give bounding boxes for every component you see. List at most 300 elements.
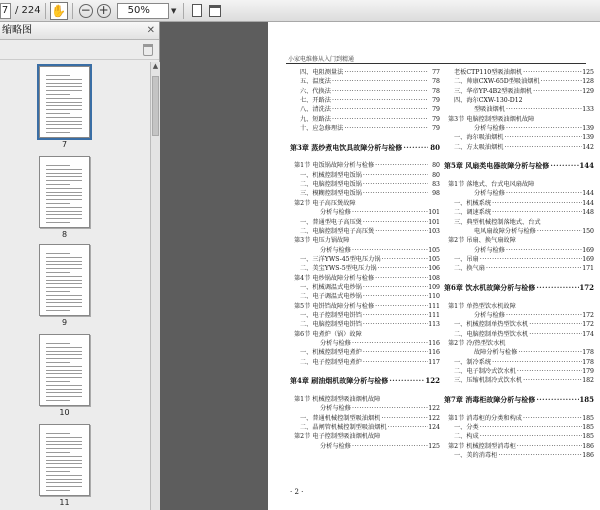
toc-entry-title: 分析与检修 bbox=[474, 125, 505, 133]
toc-leader bbox=[362, 189, 428, 198]
toc-page-number: 185 bbox=[579, 395, 594, 405]
zoom-in-icon[interactable]: + bbox=[98, 2, 109, 17]
toc-entry bbox=[290, 292, 440, 301]
trash-icon[interactable] bbox=[143, 44, 153, 56]
toc-entry-title: 一、分类 bbox=[454, 424, 479, 432]
toc-page-number: 80 bbox=[430, 142, 440, 152]
toc-entry-title: 二、电脑控制单热型饮水机 bbox=[454, 330, 529, 338]
close-icon[interactable]: ✕ bbox=[146, 25, 155, 36]
toc-entry-title: 第1节 电饭锅故障分析与检修 bbox=[294, 162, 375, 170]
toc-page-number: 125 bbox=[428, 442, 440, 450]
toc-leader bbox=[351, 442, 428, 451]
toolbar-separator bbox=[45, 3, 46, 19]
toc-entry bbox=[290, 208, 440, 217]
toc-entry bbox=[444, 386, 594, 395]
thumbnail-page[interactable] bbox=[39, 424, 90, 496]
toc-entry-title: 二、电子制冷式饮水机 bbox=[454, 368, 516, 375]
toc-leader bbox=[380, 414, 428, 423]
thumbnail-line bbox=[46, 358, 82, 359]
toc-entry bbox=[290, 330, 440, 339]
toc-entry-title: 二、电子控制型电煮炉 bbox=[300, 358, 362, 366]
toc-leader bbox=[362, 358, 428, 367]
toc-leader bbox=[505, 124, 582, 133]
toc-entry-title: 二、电脑控制型电饼铛 bbox=[300, 321, 362, 329]
thumbnail-line bbox=[46, 207, 82, 208]
toc-entry bbox=[444, 283, 594, 292]
thumbnail-line bbox=[46, 310, 70, 311]
thumbnail-line bbox=[46, 377, 82, 378]
toc-entry bbox=[444, 302, 594, 311]
thumbnail-line bbox=[46, 347, 82, 348]
toc-leader bbox=[479, 255, 582, 264]
toc-leader bbox=[535, 283, 579, 292]
toc-entry bbox=[444, 143, 594, 152]
toc-page-number: 117 bbox=[428, 358, 440, 366]
thumbnail-page[interactable] bbox=[39, 156, 90, 228]
toc-entry bbox=[290, 274, 440, 283]
thumbnail-page[interactable] bbox=[39, 66, 90, 138]
page-input[interactable]: 7 bbox=[0, 3, 11, 19]
toc-entry-title: 第5章 风扇类电器故障分析与检修 bbox=[444, 161, 550, 171]
thumbnail-line bbox=[46, 199, 82, 200]
thumbnail-line bbox=[46, 385, 82, 386]
toc-entry bbox=[290, 227, 440, 236]
thumbnail-line bbox=[46, 222, 70, 223]
thumbnail-line bbox=[46, 75, 70, 76]
toc-entry-title: 二、晶闸管机械控制型吸油烟机 bbox=[300, 424, 387, 432]
toc-page-number: 79 bbox=[432, 97, 440, 105]
toc-leader bbox=[387, 423, 428, 432]
thumbnail-line bbox=[46, 482, 82, 483]
toc-entry-title: 一、机械控制单热型饮水机 bbox=[454, 321, 529, 329]
toc-entry-title: 型吸油烟机 bbox=[474, 106, 505, 114]
thumbnail-line bbox=[46, 362, 70, 363]
thumbnail-line bbox=[46, 452, 70, 453]
thumbnail-line bbox=[46, 195, 82, 196]
thumbnail-line bbox=[46, 381, 70, 382]
toc-entry bbox=[290, 395, 440, 404]
toc-leader bbox=[374, 302, 428, 311]
toc-entry bbox=[444, 274, 594, 283]
toc-entry bbox=[290, 339, 440, 348]
toc-entry bbox=[444, 124, 594, 133]
toc-entry bbox=[290, 348, 440, 357]
thumbnail-number: 7 bbox=[61, 140, 68, 149]
toc-entry-title: 第2节 电子控制型吸油烟机故障 bbox=[294, 433, 381, 441]
toc-entry-title: 第1节 消毒柜的分类和构成 bbox=[448, 414, 522, 422]
zoom-input[interactable]: 50% bbox=[117, 3, 169, 19]
toc-leader bbox=[497, 451, 582, 460]
toc-entry bbox=[444, 367, 594, 376]
toc-entry-title: 三、典型机械控制落地式、台式 bbox=[454, 218, 541, 226]
toc-leader bbox=[331, 87, 428, 96]
toc-entry-title: 第1节 机械控制型吸油烟机故障 bbox=[294, 396, 381, 404]
toc-page-number: 186 bbox=[582, 442, 594, 450]
toc-entry-title: 第3节 电压力锅故障 bbox=[294, 237, 350, 245]
toc-leader bbox=[491, 358, 582, 367]
toc-page-number: 142 bbox=[582, 143, 594, 151]
thumbnail-line bbox=[46, 291, 70, 292]
toc-entry bbox=[444, 264, 594, 273]
toc-leader bbox=[362, 218, 428, 227]
thumbnail-line bbox=[46, 165, 70, 166]
toc-leader bbox=[491, 199, 582, 208]
toc-entry bbox=[444, 451, 594, 460]
toc-entry bbox=[290, 432, 440, 441]
toc-entry-title: 五、温度法 bbox=[300, 78, 331, 86]
toc-entry bbox=[290, 264, 440, 273]
toc-leader bbox=[374, 274, 428, 283]
toc-page-number: 122 bbox=[425, 376, 440, 386]
toc-entry-title: 分析与检修 bbox=[320, 405, 351, 413]
toc-entry-title: 二、电脑控制型电饭锅 bbox=[300, 181, 362, 189]
toc-entry-title: 六、代换法 bbox=[300, 87, 331, 95]
toc-entry-title: 第5节 电饼铛故障分析与检修 bbox=[294, 302, 375, 310]
toc-page-number: 185 bbox=[582, 414, 594, 422]
thumbnail-line bbox=[46, 441, 82, 442]
toc-entry-title: 四、海尔CXW-130-D12 bbox=[454, 97, 523, 105]
toc-entry-title: 二、换气扇 bbox=[454, 265, 485, 273]
zoom-out-icon[interactable]: − bbox=[80, 2, 91, 17]
toc-entry-title: 二、调速系统 bbox=[454, 209, 492, 217]
toc-leader bbox=[522, 68, 582, 77]
thumbnail-line bbox=[46, 105, 82, 106]
thumbnail-line bbox=[46, 176, 82, 177]
toc-page-number: 79 bbox=[432, 125, 440, 133]
toc-entry-title: 三、模糊控制型电饭锅 bbox=[300, 190, 362, 198]
scroll-up-icon[interactable]: ▲ bbox=[152, 62, 159, 70]
toc-page-number: 111 bbox=[428, 311, 440, 319]
thumbnail-line bbox=[46, 479, 82, 480]
thumbnail-line bbox=[46, 261, 82, 262]
toc-page-number: 103 bbox=[428, 227, 440, 235]
toc-leader bbox=[362, 171, 428, 180]
toc-entry bbox=[444, 115, 594, 124]
toc-entry-title: 第2节 电子高压煲故障 bbox=[294, 199, 356, 207]
toc-leader bbox=[485, 264, 582, 273]
toc-leader bbox=[505, 311, 582, 320]
toc-entry bbox=[444, 133, 594, 142]
toc-entry-title: 七、开路法 bbox=[300, 97, 331, 105]
toc-entry bbox=[444, 246, 594, 255]
toc-page-number: 105 bbox=[428, 255, 440, 263]
toc-leader bbox=[540, 77, 582, 86]
thumbnail-line bbox=[46, 192, 82, 193]
toc-entry bbox=[290, 161, 440, 170]
toc-entry bbox=[290, 404, 440, 413]
toc-page-number: 172 bbox=[579, 282, 594, 292]
toc-page-number: 108 bbox=[428, 274, 440, 282]
thumbnail-line bbox=[46, 117, 82, 118]
toc-entry-title: 三、华帝YP-4B2型吸油烟机 bbox=[454, 87, 533, 95]
thumbnail-line bbox=[46, 486, 82, 487]
toc-entry-title: 八、清洗法 bbox=[300, 106, 331, 114]
thumbnail-line bbox=[46, 203, 70, 204]
toc-entry bbox=[290, 255, 440, 264]
toc-entry bbox=[290, 386, 440, 395]
toc-page-number: 80 bbox=[432, 162, 440, 170]
thumbnail-line bbox=[46, 90, 82, 91]
toc-leader bbox=[505, 105, 582, 114]
thumbnail-line bbox=[46, 272, 70, 273]
toc-entry bbox=[444, 255, 594, 264]
toc-entry bbox=[290, 124, 440, 133]
thumbnail-line bbox=[46, 173, 82, 174]
sidebar-title: 缩略图 bbox=[2, 25, 32, 36]
toc-entry bbox=[444, 208, 594, 217]
toc-entry bbox=[444, 320, 594, 329]
toolbar-separator bbox=[183, 3, 184, 19]
toc-leader bbox=[343, 68, 428, 77]
toc-page-number: 148 bbox=[582, 209, 594, 217]
toolbar-separator bbox=[72, 3, 73, 19]
thumbnail-line bbox=[46, 86, 82, 87]
toc-entry bbox=[444, 87, 594, 96]
toc-entry-title: 第3节 电脑控制型吸油烟机故障 bbox=[448, 115, 535, 123]
toc-entry bbox=[444, 311, 594, 320]
toc-entry-title: 分析与检修 bbox=[320, 209, 351, 217]
thumbnail-line bbox=[46, 83, 82, 84]
toc-page-number: 186 bbox=[582, 452, 594, 460]
toc-entry-title: 一、普通机械控制型吸油烟机 bbox=[300, 414, 381, 422]
toc-leader bbox=[505, 189, 582, 198]
sidebar-scrollbar[interactable] bbox=[150, 62, 160, 510]
thumbnail-line bbox=[46, 354, 82, 355]
thumbnail-line bbox=[46, 460, 82, 461]
toc-leader bbox=[351, 246, 428, 255]
toc-entry-title: 故障分析与检修 bbox=[474, 349, 518, 357]
thumbnail-line bbox=[46, 94, 70, 95]
toc-entry-title: 电风扇故障分析与检修 bbox=[474, 227, 536, 235]
toc-entry bbox=[444, 432, 594, 441]
toc-page-number: 129 bbox=[582, 87, 594, 95]
toc-entry-title: 第6节 电煮炉（锅）故障 bbox=[294, 330, 362, 338]
toc-entry bbox=[444, 199, 594, 208]
toc-leader bbox=[388, 376, 425, 385]
toc-entry bbox=[290, 133, 440, 142]
toc-entry-title: 一、海尔吸油烟机 bbox=[454, 134, 504, 142]
toc-entry bbox=[290, 423, 440, 432]
toc-page-number: 185 bbox=[582, 424, 594, 432]
toc-entry-title: 分析与检修 bbox=[320, 246, 351, 254]
toc-leader bbox=[331, 96, 428, 105]
toc-entry bbox=[444, 77, 594, 86]
toc-entry-title: 三、压缩机制冷式饮水机 bbox=[454, 377, 523, 385]
thumbnail-line bbox=[46, 102, 82, 103]
toc-leader bbox=[362, 292, 428, 301]
toc-leader bbox=[535, 395, 579, 404]
toc-entry bbox=[290, 376, 440, 385]
toc-entry bbox=[444, 292, 594, 301]
thumbnail-line bbox=[46, 389, 82, 390]
toc-page-number: 80 bbox=[432, 171, 440, 179]
thumbnail-line bbox=[46, 295, 82, 296]
toc-page-number: 101 bbox=[428, 209, 440, 217]
toc-leader bbox=[362, 180, 428, 189]
thumbnail-list bbox=[0, 62, 150, 510]
toc-entry bbox=[444, 171, 594, 180]
toc-entry-title: 第2节 吊扇、换气扇故障 bbox=[448, 237, 516, 245]
toc-entry bbox=[290, 358, 440, 367]
toc-entry-title: 二、帅康CXW-65D型吸油烟机 bbox=[454, 78, 540, 86]
toc-entry-title: 二、电子调温式电炒锅 bbox=[300, 293, 362, 301]
toc-entry-title: 二、方太吸油烟机 bbox=[454, 143, 504, 151]
thumbnail-line bbox=[46, 188, 82, 189]
thumbnail-sidebar bbox=[0, 22, 160, 510]
thumbnail-line bbox=[46, 287, 82, 288]
toc-leader bbox=[362, 311, 428, 320]
toc-leader bbox=[479, 432, 582, 441]
thumbnail-line bbox=[46, 180, 82, 181]
toc-entry bbox=[444, 218, 594, 227]
toc-entry-title: 一、机械控制型电饭锅 bbox=[300, 171, 362, 179]
thumbnail-line bbox=[46, 433, 70, 434]
toc-entry bbox=[444, 68, 594, 77]
toc-entry bbox=[290, 320, 440, 329]
toc-entry bbox=[290, 218, 440, 227]
toc-entry bbox=[290, 367, 440, 376]
toc-page-number: 78 bbox=[432, 87, 440, 95]
toc-entry bbox=[444, 180, 594, 189]
thumbnail-line bbox=[46, 299, 82, 300]
toc-page-number: 116 bbox=[428, 339, 440, 347]
hand-icon[interactable]: ✋ bbox=[51, 3, 67, 18]
toc-entry bbox=[444, 404, 594, 413]
toc-leader bbox=[343, 124, 428, 133]
toc-entry bbox=[290, 171, 440, 180]
thumbnail-line bbox=[46, 351, 82, 352]
toc-leader bbox=[505, 246, 582, 255]
toc-page-number: 133 bbox=[582, 106, 594, 114]
toc-page-number: 150 bbox=[582, 227, 594, 235]
toc-entry-title: 第3章 蒸炒煮电饮具故障分析与检修 bbox=[290, 142, 403, 152]
thumbnail-page[interactable] bbox=[39, 244, 90, 316]
toc-page-number: 101 bbox=[428, 218, 440, 226]
toc-leader bbox=[479, 423, 582, 432]
toc-leader bbox=[528, 330, 582, 339]
thumbnail-number: 10 bbox=[59, 408, 70, 417]
document-viewer[interactable] bbox=[160, 22, 600, 510]
toc-entry-title: 一、美的消毒柜 bbox=[454, 452, 498, 460]
sidebar-header bbox=[0, 22, 159, 40]
toc-page-number: 182 bbox=[582, 377, 594, 385]
fit-width-icon[interactable] bbox=[206, 2, 224, 20]
thumbnail-page[interactable] bbox=[39, 334, 90, 406]
toc-entry bbox=[290, 199, 440, 208]
toc-entry bbox=[290, 77, 440, 86]
toc-entry-title: 二、构成 bbox=[454, 433, 479, 441]
toc-leader bbox=[516, 367, 582, 376]
sidebar-tools bbox=[0, 40, 159, 60]
thumbnail-line bbox=[46, 276, 82, 277]
toc-page-number: 105 bbox=[428, 246, 440, 254]
toc-entry bbox=[290, 283, 440, 292]
toc-leader bbox=[377, 264, 428, 273]
toc-entry bbox=[444, 236, 594, 245]
toc-entry bbox=[444, 330, 594, 339]
toc-leader bbox=[362, 348, 428, 357]
toc-page-number: 128 bbox=[582, 78, 594, 86]
toc-entry-title: 第2节 冷/热型饮水机 bbox=[448, 339, 506, 347]
toc-leader bbox=[331, 105, 428, 114]
toc-page-number: 77 bbox=[432, 69, 440, 76]
toc-entry bbox=[444, 414, 594, 423]
toc-page-number: 78 bbox=[432, 78, 440, 86]
toc-entry-title: 分析与检修 bbox=[474, 190, 505, 198]
toc-entry-title: 分析与检修 bbox=[474, 311, 505, 319]
toc-leader bbox=[504, 143, 583, 152]
toc-leader bbox=[517, 348, 582, 357]
toc-entry bbox=[444, 395, 594, 404]
toc-entry bbox=[290, 180, 440, 189]
scroll-thumb[interactable] bbox=[152, 76, 159, 136]
header-rule bbox=[286, 63, 586, 64]
dropdown-icon[interactable]: ▼ bbox=[170, 6, 177, 15]
toc-page-number: 179 bbox=[582, 368, 594, 375]
thumbnail-line bbox=[46, 400, 70, 401]
thumbnail-line bbox=[46, 124, 82, 125]
toc-page-number: 178 bbox=[582, 358, 594, 366]
thumbnail-line bbox=[46, 268, 82, 269]
thumbnail-line bbox=[46, 366, 82, 367]
thumbnail-line bbox=[46, 343, 70, 344]
toc-right-column bbox=[444, 68, 594, 460]
toc-leader bbox=[402, 143, 428, 152]
toc-page-number: 83 bbox=[432, 181, 440, 189]
toc-entry-title: 第6章 饮水机故障分析与检修 bbox=[444, 282, 536, 292]
toc-entry-title: 第1节 单热型饮水机故障 bbox=[448, 302, 516, 310]
toc-leader bbox=[374, 161, 428, 170]
toc-entry-title: 一、机械系统 bbox=[454, 199, 492, 207]
toc-entry-title: 第2节 机械控制型消毒柜 bbox=[448, 442, 516, 450]
toc-page-number: 172 bbox=[582, 321, 594, 329]
toc-entry bbox=[444, 348, 594, 357]
toc-page-number: 124 bbox=[428, 424, 440, 432]
toc-leader bbox=[528, 320, 582, 329]
toc-leader bbox=[532, 87, 582, 96]
thumbnail-line bbox=[46, 128, 82, 129]
toc-page-number: 169 bbox=[582, 246, 594, 254]
thumbnail-line bbox=[46, 98, 82, 99]
toc-entry bbox=[444, 227, 594, 236]
toc-entry bbox=[290, 87, 440, 96]
thumbnail-line bbox=[46, 306, 82, 307]
running-head: 小家电维修从入门到精通 bbox=[288, 56, 355, 63]
thumbnail-line bbox=[46, 257, 82, 258]
toc-entry-title: 四、电阻测量法 bbox=[300, 69, 344, 76]
toc-entry bbox=[290, 189, 440, 198]
toc-page-number: 109 bbox=[428, 283, 440, 291]
thumbnail-number: 9 bbox=[61, 318, 68, 327]
toc-leader bbox=[522, 376, 582, 385]
toc-entry bbox=[444, 358, 594, 367]
toc-leader bbox=[351, 404, 428, 413]
single-page-icon[interactable] bbox=[188, 2, 206, 20]
toc-entry bbox=[444, 423, 594, 432]
toc-page-number: 169 bbox=[582, 255, 594, 263]
toc-leader bbox=[516, 442, 582, 451]
toc-entry bbox=[444, 189, 594, 198]
toc-page-number: 139 bbox=[582, 134, 594, 142]
viewer-background bbox=[160, 22, 268, 510]
thumbnail-number: 11 bbox=[59, 498, 70, 507]
toc-entry bbox=[444, 339, 594, 348]
thumbnail-line bbox=[46, 302, 82, 303]
toc-page-number: 172 bbox=[582, 311, 594, 319]
toc-entry bbox=[290, 105, 440, 114]
toc-entry bbox=[290, 442, 440, 451]
thumbnail-line bbox=[46, 437, 82, 438]
